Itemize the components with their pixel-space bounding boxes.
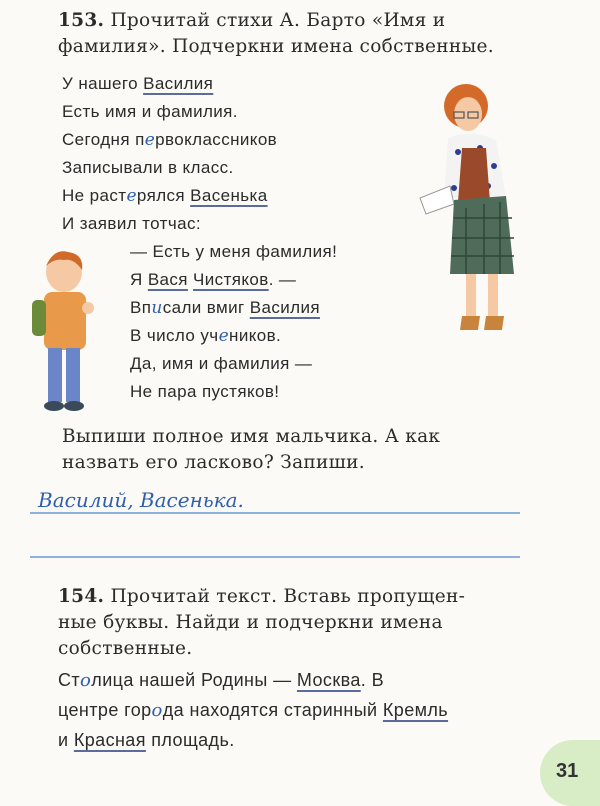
task-line: Выпиши полное имя мальчика. А как bbox=[62, 426, 441, 447]
writing-line bbox=[30, 512, 520, 514]
poem-line: Не растерялся Васенька bbox=[62, 186, 268, 206]
text-line: центре города находятся старинный Кремль bbox=[58, 700, 449, 721]
task-153-text bbox=[58, 8, 494, 60]
text-line: Столица нашей Родины — Москва. В bbox=[58, 670, 384, 691]
poem-line: Я Вася Чистяков. — bbox=[130, 270, 297, 289]
handwritten-answer: Василий, Васенька. bbox=[38, 488, 244, 512]
task-line: собственные. bbox=[58, 638, 193, 659]
task-154-text bbox=[58, 584, 528, 662]
task-number: 153. bbox=[58, 10, 105, 31]
boy-illustration bbox=[24, 248, 104, 416]
poem-line: Записывали в класс. bbox=[62, 158, 234, 177]
task-153-question bbox=[62, 424, 440, 476]
poem-line: Сегодня первоклассников bbox=[62, 130, 278, 150]
task-number: 154. bbox=[58, 586, 105, 607]
task-line: фамилия». Подчеркни имена собственные. bbox=[58, 36, 494, 57]
poem-line: В число учеников. bbox=[130, 326, 282, 346]
task-line: Прочитай стихи А. Барто «Имя и bbox=[110, 10, 446, 31]
poem-line: У нашего Василия bbox=[62, 74, 214, 93]
task-line: Прочитай текст. Вставь пропущен- bbox=[110, 586, 466, 607]
text-line: и Красная площадь. bbox=[58, 730, 235, 750]
poem-line: Да, имя и фамилия — bbox=[130, 354, 313, 373]
poem-line: — Есть у меня фамилия! bbox=[130, 242, 338, 261]
page-number-tab bbox=[540, 740, 600, 806]
task-line: ные буквы. Найди и подчеркни имена bbox=[58, 612, 443, 633]
writing-line bbox=[30, 556, 520, 558]
poem-line: И заявил тотчас: bbox=[62, 214, 201, 233]
poem-line: Есть имя и фамилия. bbox=[62, 102, 238, 121]
task-line: назвать его ласково? Запиши. bbox=[62, 452, 365, 473]
page-number: 31 bbox=[556, 760, 579, 782]
poem-line: Не пара пустяков! bbox=[130, 382, 280, 401]
poem-line: Вписали вмиг Василия bbox=[130, 298, 320, 318]
teacher-illustration bbox=[410, 78, 530, 340]
